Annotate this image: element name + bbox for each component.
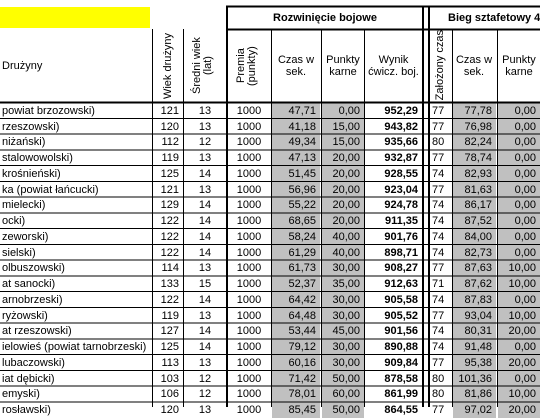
cell-bonus-points[interactable]: 1000 bbox=[236, 356, 262, 369]
cell-average-age[interactable]: 14 bbox=[198, 325, 212, 338]
cell-relay-time[interactable]: 81,86 bbox=[453, 387, 496, 403]
cell-team-age[interactable]: 125 bbox=[160, 341, 179, 354]
cell-time-seconds[interactable]: 85,45 bbox=[272, 402, 320, 418]
cell-team-age[interactable]: 129 bbox=[160, 199, 179, 212]
cell-team-age[interactable]: 122 bbox=[160, 246, 179, 259]
cell-team-age[interactable]: 121 bbox=[160, 183, 179, 196]
cell-assumed-time[interactable]: 74 bbox=[432, 341, 445, 354]
cell-result[interactable]: 952,29 bbox=[384, 104, 418, 117]
cell-relay-time[interactable]: 76,98 bbox=[453, 119, 496, 135]
cell-assumed-time[interactable]: 74 bbox=[432, 293, 445, 306]
cell-team-age[interactable]: 119 bbox=[161, 152, 179, 165]
cell-relay-time[interactable]: 87,83 bbox=[453, 292, 496, 308]
cell-bonus-points[interactable]: 1000 bbox=[236, 199, 262, 212]
cell-result[interactable]: 890,88 bbox=[384, 341, 418, 354]
cell-assumed-time[interactable]: 74 bbox=[432, 167, 445, 180]
header-team-age-text: Wiek drużyny bbox=[161, 32, 174, 100]
cell-relay-time[interactable]: 80,31 bbox=[453, 324, 496, 340]
cell-average-age[interactable]: 14 bbox=[198, 167, 212, 180]
cell-relay-penalty[interactable]: 0,00 bbox=[498, 150, 540, 166]
cell-team-age[interactable]: 119 bbox=[161, 309, 179, 322]
cell-time-seconds[interactable]: 51,45 bbox=[272, 166, 320, 182]
cell-relay-time[interactable]: 82,24 bbox=[453, 135, 496, 151]
cell-relay-penalty[interactable]: 10,00 bbox=[498, 276, 540, 292]
header-penalty: Punkty karne bbox=[326, 54, 360, 78]
cell-relay-penalty[interactable]: 10,00 bbox=[498, 387, 540, 403]
cell-result[interactable]: 912,63 bbox=[384, 278, 418, 291]
cell-average-age[interactable]: 14 bbox=[198, 246, 212, 259]
cell-time-seconds[interactable]: 64,48 bbox=[272, 308, 320, 324]
cell-team-age[interactable]: 120 bbox=[160, 120, 179, 133]
cell-penalty-points[interactable]: 35,00 bbox=[322, 276, 364, 292]
cell-team-age[interactable]: 133 bbox=[160, 278, 179, 291]
cell-relay-penalty[interactable]: 20,00 bbox=[498, 355, 540, 371]
cell-penalty-points[interactable]: 15,00 bbox=[322, 135, 364, 151]
cell-penalty-points[interactable]: 30,00 bbox=[322, 339, 364, 355]
cell-penalty-points[interactable]: 0,00 bbox=[322, 103, 364, 119]
cell-team-name[interactable]: arnobrzeski) bbox=[2, 293, 63, 306]
cell-average-age[interactable]: 13 bbox=[198, 262, 212, 275]
cell-penalty-points[interactable]: 30,00 bbox=[322, 308, 364, 324]
cell-average-age[interactable]: 13 bbox=[198, 404, 212, 417]
cell-relay-time[interactable]: 82,93 bbox=[453, 166, 496, 182]
cell-result[interactable]: 901,56 bbox=[384, 325, 418, 338]
cell-team-age[interactable]: 122 bbox=[160, 230, 179, 243]
cell-team-name[interactable]: powiat brzozowski) bbox=[2, 104, 95, 117]
cell-relay-penalty[interactable]: 0,00 bbox=[498, 213, 540, 229]
cell-relay-penalty[interactable]: 0,00 bbox=[498, 198, 540, 214]
cell-result[interactable]: 905,58 bbox=[384, 293, 418, 306]
cell-team-name[interactable]: zeworski) bbox=[2, 230, 49, 243]
cell-result[interactable]: 901,76 bbox=[384, 230, 418, 243]
cell-bonus-points[interactable]: 1000 bbox=[236, 183, 262, 196]
cell-time-seconds[interactable]: 61,29 bbox=[272, 245, 320, 261]
header-time: Czas w sek. bbox=[277, 54, 315, 78]
cell-assumed-time[interactable]: 71 bbox=[432, 278, 445, 291]
cell-team-name[interactable]: rzeszowski) bbox=[2, 120, 60, 133]
cell-team-age[interactable]: 122 bbox=[160, 215, 179, 228]
cell-result[interactable]: 935,66 bbox=[384, 136, 418, 149]
cell-average-age[interactable]: 14 bbox=[198, 230, 212, 243]
cell-penalty-points[interactable]: 20,00 bbox=[322, 198, 364, 214]
cell-average-age[interactable]: 13 bbox=[198, 309, 212, 322]
cell-result[interactable]: 898,71 bbox=[384, 246, 418, 259]
cell-time-seconds[interactable]: 47,71 bbox=[272, 103, 320, 119]
cell-average-age[interactable]: 14 bbox=[198, 293, 212, 306]
cell-time-seconds[interactable]: 52,37 bbox=[272, 276, 320, 292]
cell-assumed-time[interactable]: 77 bbox=[432, 262, 445, 275]
cell-relay-time[interactable]: 87,62 bbox=[453, 276, 496, 292]
cell-result[interactable]: 923,04 bbox=[384, 183, 418, 196]
cell-assumed-time[interactable]: 80 bbox=[432, 388, 445, 401]
cell-time-seconds[interactable]: 60,16 bbox=[272, 355, 320, 371]
cell-relay-time[interactable]: 95,38 bbox=[453, 355, 496, 371]
cell-average-age[interactable]: 15 bbox=[198, 278, 212, 291]
cell-average-age[interactable]: 12 bbox=[198, 372, 212, 385]
cell-team-age[interactable]: 113 bbox=[161, 356, 179, 369]
cell-penalty-points[interactable]: 60,00 bbox=[322, 387, 364, 403]
cell-penalty-points[interactable]: 30,00 bbox=[322, 292, 364, 308]
cell-bonus-points[interactable]: 1000 bbox=[236, 372, 262, 385]
cell-result[interactable]: 909,84 bbox=[384, 356, 418, 369]
cell-time-seconds[interactable]: 49,34 bbox=[272, 135, 320, 151]
cell-relay-time[interactable]: 91,48 bbox=[453, 339, 496, 355]
cell-time-seconds[interactable]: 79,12 bbox=[272, 339, 320, 355]
cell-average-age[interactable]: 13 bbox=[198, 183, 212, 196]
cell-penalty-points[interactable]: 40,00 bbox=[322, 245, 364, 261]
cell-result[interactable]: 932,87 bbox=[384, 152, 418, 165]
cell-bonus-points[interactable]: 1000 bbox=[236, 215, 262, 228]
cell-result[interactable]: 861,99 bbox=[384, 388, 418, 401]
cell-bonus-points[interactable]: 1000 bbox=[236, 246, 262, 259]
cell-team-name[interactable]: rosławski) bbox=[2, 404, 51, 417]
cell-bonus-points[interactable]: 1000 bbox=[236, 262, 262, 275]
cell-team-name[interactable]: krośnieński) bbox=[2, 167, 61, 180]
cell-result[interactable]: 924,78 bbox=[384, 199, 418, 212]
cell-time-seconds[interactable]: 55,22 bbox=[272, 198, 320, 214]
cell-team-name[interactable]: emyski) bbox=[2, 388, 40, 401]
cell-team-name[interactable]: sielski) bbox=[2, 246, 36, 259]
cell-team-age[interactable]: 106 bbox=[160, 388, 179, 401]
cell-bonus-points[interactable]: 1000 bbox=[236, 278, 262, 291]
cell-average-age[interactable]: 14 bbox=[198, 199, 212, 212]
cell-relay-penalty[interactable]: 0,00 bbox=[498, 135, 540, 151]
cell-assumed-time[interactable]: 74 bbox=[432, 199, 445, 212]
cell-time-seconds[interactable]: 41,18 bbox=[272, 119, 320, 135]
cell-assumed-time[interactable]: 74 bbox=[432, 215, 445, 228]
cell-penalty-points[interactable]: 15,00 bbox=[322, 119, 364, 135]
cell-time-seconds[interactable]: 64,42 bbox=[272, 292, 320, 308]
cell-time-seconds[interactable]: 68,65 bbox=[272, 213, 320, 229]
cell-relay-time[interactable]: 84,00 bbox=[453, 229, 496, 245]
cell-penalty-points[interactable]: 20,00 bbox=[322, 182, 364, 198]
cell-relay-time[interactable]: 81,63 bbox=[453, 182, 496, 198]
cell-team-name[interactable]: iat dębicki) bbox=[2, 372, 55, 385]
cell-bonus-points[interactable]: 1000 bbox=[236, 309, 262, 322]
cell-team-name[interactable]: olbuszowski) bbox=[2, 262, 65, 275]
cell-team-age[interactable]: 120 bbox=[160, 404, 179, 417]
cell-assumed-time[interactable]: 74 bbox=[432, 325, 445, 338]
cell-relay-penalty[interactable]: 0,00 bbox=[498, 229, 540, 245]
cell-result[interactable]: 911,35 bbox=[384, 215, 418, 228]
cell-relay-time[interactable]: 86,17 bbox=[453, 198, 496, 214]
cell-average-age[interactable]: 13 bbox=[198, 356, 212, 369]
cell-penalty-points[interactable]: 20,00 bbox=[322, 166, 364, 182]
cell-team-name[interactable]: ielowieś (powiat tarnobrzeski) bbox=[2, 341, 147, 354]
cell-time-seconds[interactable]: 58,24 bbox=[272, 229, 320, 245]
cell-team-name[interactable]: at rzeszowski) bbox=[2, 325, 72, 338]
cell-penalty-points[interactable]: 20,00 bbox=[322, 150, 364, 166]
cell-penalty-points[interactable]: 30,00 bbox=[322, 261, 364, 277]
cell-penalty-points[interactable]: 30,00 bbox=[322, 355, 364, 371]
cell-team-name[interactable]: mielecki) bbox=[2, 199, 46, 212]
cell-time-seconds[interactable]: 78,01 bbox=[272, 387, 320, 403]
cell-penalty-points[interactable]: 40,00 bbox=[322, 229, 364, 245]
cell-assumed-time[interactable]: 74 bbox=[432, 230, 445, 243]
cell-result[interactable]: 928,55 bbox=[384, 167, 418, 180]
cell-relay-penalty[interactable]: 0,00 bbox=[498, 166, 540, 182]
cell-relay-penalty[interactable]: 10,00 bbox=[498, 261, 540, 277]
cell-result[interactable]: 864,55 bbox=[384, 404, 418, 417]
cell-team-age[interactable]: 114 bbox=[161, 262, 179, 275]
cell-penalty-points[interactable]: 50,00 bbox=[322, 402, 364, 418]
cell-bonus-points[interactable]: 1000 bbox=[236, 152, 262, 165]
cell-result[interactable]: 943,82 bbox=[384, 120, 418, 133]
cell-assumed-time[interactable]: 77 bbox=[432, 152, 445, 165]
cell-team-age[interactable]: 127 bbox=[160, 325, 179, 338]
cell-relay-penalty[interactable]: 10,00 bbox=[498, 308, 540, 324]
cell-assumed-time[interactable]: 77 bbox=[432, 404, 445, 417]
cell-assumed-time[interactable]: 77 bbox=[432, 120, 445, 133]
cell-result[interactable]: 905,52 bbox=[384, 309, 418, 322]
cell-relay-time[interactable]: 97,02 bbox=[453, 402, 496, 418]
cell-assumed-time[interactable]: 74 bbox=[432, 246, 445, 259]
cell-time-seconds[interactable]: 56,96 bbox=[272, 182, 320, 198]
cell-average-age[interactable]: 12 bbox=[198, 136, 212, 149]
cell-relay-penalty[interactable]: 0,00 bbox=[498, 292, 540, 308]
cell-relay-penalty[interactable]: 20,00 bbox=[498, 402, 540, 418]
cell-team-name[interactable]: ocki) bbox=[2, 215, 26, 228]
group-header-bieg: Bieg sztafetowy 4 bbox=[448, 12, 540, 24]
cell-relay-time[interactable]: 82,73 bbox=[453, 245, 496, 261]
cell-relay-time[interactable]: 77,78 bbox=[453, 103, 496, 119]
cell-time-seconds[interactable]: 47,13 bbox=[272, 150, 320, 166]
cell-relay-time[interactable]: 93,04 bbox=[453, 308, 496, 324]
cell-bonus-points[interactable]: 1000 bbox=[236, 388, 262, 401]
cell-relay-penalty[interactable]: 0,00 bbox=[498, 103, 540, 119]
cell-bonus-points[interactable]: 1000 bbox=[236, 293, 262, 306]
header-assumed-time-text: Założony czas bbox=[433, 30, 446, 101]
cell-penalty-points[interactable]: 50,00 bbox=[322, 371, 364, 387]
cell-average-age[interactable]: 13 bbox=[198, 152, 212, 165]
cell-average-age[interactable]: 13 bbox=[198, 104, 212, 117]
cell-relay-penalty[interactable]: 0,00 bbox=[498, 119, 540, 135]
cell-team-name[interactable]: ka (powiat łańcucki) bbox=[2, 183, 99, 196]
group-header-rozwiniecie: Rozwinięcie bojowe bbox=[273, 12, 377, 24]
cell-penalty-points[interactable]: 20,00 bbox=[322, 213, 364, 229]
cell-penalty-points[interactable]: 45,00 bbox=[322, 324, 364, 340]
header-team: Drużyny bbox=[2, 60, 43, 72]
cell-assumed-time[interactable]: 80 bbox=[432, 372, 445, 385]
cell-team-age[interactable]: 125 bbox=[160, 167, 179, 180]
cell-bonus-points[interactable]: 1000 bbox=[236, 120, 262, 133]
cell-relay-time[interactable]: 101,36 bbox=[453, 371, 496, 387]
cell-bonus-points[interactable]: 1000 bbox=[236, 341, 262, 354]
header-avg-age-text: Średni wiek (lat) bbox=[191, 37, 214, 95]
cell-team-name[interactable]: lubaczowski) bbox=[2, 356, 65, 369]
cell-team-name[interactable]: stalowowolski) bbox=[2, 152, 73, 165]
cell-assumed-time[interactable]: 77 bbox=[432, 183, 445, 196]
cell-assumed-time[interactable]: 77 bbox=[432, 356, 445, 369]
cell-team-name[interactable]: at sanocki) bbox=[2, 278, 56, 291]
cell-time-seconds[interactable]: 61,73 bbox=[272, 261, 320, 277]
cell-result[interactable]: 908,27 bbox=[384, 262, 418, 275]
cell-relay-penalty[interactable]: 0,00 bbox=[498, 182, 540, 198]
cell-time-seconds[interactable]: 53,44 bbox=[272, 324, 320, 340]
cell-team-name[interactable]: ryżowski) bbox=[2, 309, 48, 322]
cell-average-age[interactable]: 12 bbox=[198, 388, 212, 401]
header-penalty-2: Punkty karne bbox=[502, 54, 536, 78]
cell-team-name[interactable]: niżański) bbox=[2, 136, 46, 149]
cell-bonus-points[interactable]: 1000 bbox=[236, 167, 262, 180]
cell-result[interactable]: 878,58 bbox=[384, 372, 418, 385]
cell-relay-time[interactable]: 87,52 bbox=[453, 213, 496, 229]
cell-bonus-points[interactable]: 1000 bbox=[236, 230, 262, 243]
cell-time-seconds[interactable]: 71,42 bbox=[272, 371, 320, 387]
cell-bonus-points[interactable]: 1000 bbox=[236, 325, 262, 338]
cell-relay-penalty[interactable]: 0,00 bbox=[498, 339, 540, 355]
cell-team-age[interactable]: 103 bbox=[160, 372, 179, 385]
cell-assumed-time[interactable]: 77 bbox=[432, 309, 445, 322]
cell-relay-penalty[interactable]: 0,00 bbox=[498, 371, 540, 387]
cell-team-age[interactable]: 112 bbox=[161, 136, 179, 149]
cell-assumed-time[interactable]: 80 bbox=[432, 136, 445, 149]
cell-relay-penalty[interactable]: 0,00 bbox=[498, 245, 540, 261]
cell-team-age[interactable]: 122 bbox=[160, 293, 179, 306]
cell-relay-penalty[interactable]: 20,00 bbox=[498, 324, 540, 340]
cell-assumed-time[interactable]: 77 bbox=[432, 104, 445, 117]
cell-relay-time[interactable]: 87,63 bbox=[453, 261, 496, 277]
header-result: Wynik ćwicz. boj. bbox=[368, 54, 419, 78]
cell-bonus-points[interactable]: 1000 bbox=[236, 404, 262, 417]
cell-bonus-points[interactable]: 1000 bbox=[236, 104, 262, 117]
cell-average-age[interactable]: 13 bbox=[198, 120, 212, 133]
cell-average-age[interactable]: 14 bbox=[198, 341, 212, 354]
cell-average-age[interactable]: 14 bbox=[198, 215, 212, 228]
header-time-2: Czas w sek. bbox=[455, 54, 493, 78]
header-bonus-text: Premia (punkty) bbox=[235, 46, 258, 86]
cell-team-age[interactable]: 121 bbox=[160, 104, 179, 117]
cell-relay-time[interactable]: 78,74 bbox=[453, 150, 496, 166]
cell-bonus-points[interactable]: 1000 bbox=[236, 136, 262, 149]
